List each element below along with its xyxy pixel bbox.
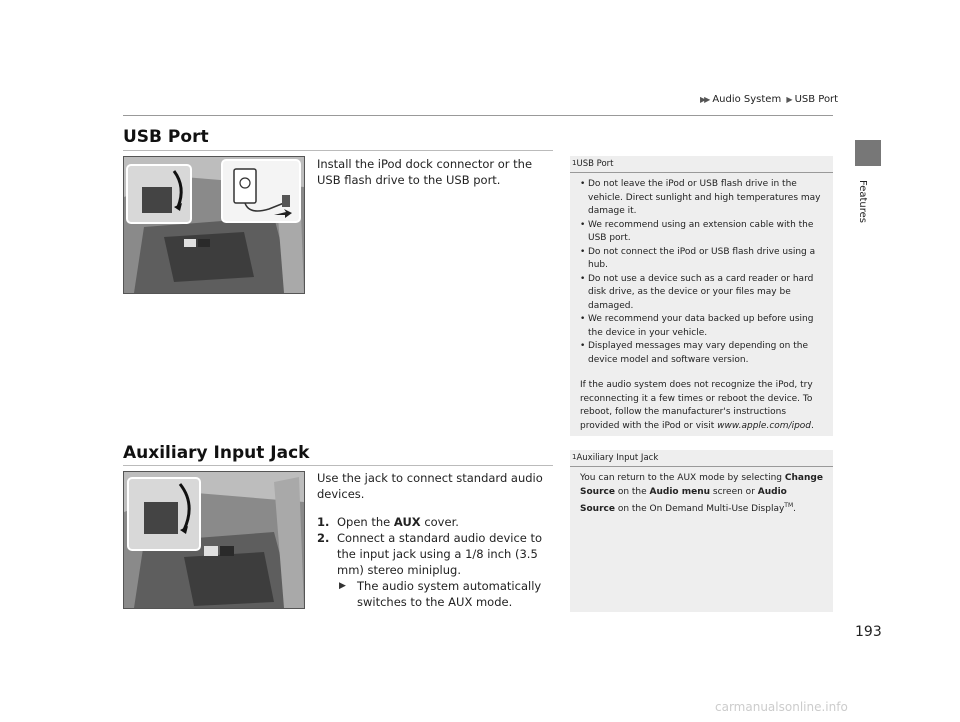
step-text-end: cover. [420, 515, 459, 529]
breadcrumb-item-usb-port[interactable]: USB Port [794, 94, 839, 105]
section-rule [123, 150, 553, 151]
usb-note-paragraph [580, 379, 823, 433]
section-title-usb-port: USB Port [123, 127, 209, 147]
note-bullet-text: Do not use a device such as a card reader or hard disk drive, as the device or your files may be damaged. [588, 273, 814, 311]
note-bullet-text: We recommend using an extension cable with the USB port. [588, 219, 814, 243]
note-bullet: • We recommend your data backed up before using the device in your vehicle. [580, 314, 814, 338]
note-bullet: • Do not use a device such as a card reader or hard disk drive, as the device or your files may be damaged. [580, 273, 814, 311]
note-box-title [570, 450, 833, 463]
note-title-text: USB Port [576, 159, 614, 169]
aux-jack-illustration [123, 471, 305, 609]
note-bullet: • We recommend using an extension cable with the USB port. [580, 219, 814, 243]
aux-note-paragraph: You can return to the AUX mode by selecting Change Source on the Audio menu screen or Audio Source on the On Demand Multi-Use Display™. [580, 473, 823, 514]
breadcrumb [700, 94, 838, 105]
result-arrow-icon: ▶ [339, 581, 346, 591]
aux-jack-note-box [570, 450, 833, 612]
note-number: 1 [572, 453, 577, 461]
step-text: Open the [337, 515, 394, 529]
note-bullet-text: We recommend your data backed up before using the device in your vehicle. [588, 314, 814, 338]
note-bullet-text: Do not connect the iPod or USB flash drive using a hub. [588, 246, 816, 270]
audio-menu-label: Audio menu [649, 486, 711, 497]
section-title-aux-jack: Auxiliary Input Jack [123, 443, 310, 463]
note-text-end: . [811, 420, 814, 431]
usb-port-illustration [123, 156, 305, 294]
note-bullet-text: Displayed messages may vary depending on the device model and software version. [588, 341, 809, 365]
note-bullet: • Do not connect the iPod or USB flash drive using a hub. [580, 246, 816, 270]
aux-instructions [317, 470, 557, 610]
step-number: 1. [317, 515, 330, 529]
aux-intro-text: Use the jack to connect standard audio devices. [317, 471, 543, 501]
page-number: 193 [855, 624, 882, 640]
audio-source-label: Audio Source [580, 486, 787, 514]
header-rule [123, 115, 833, 116]
step-result-text: The audio system automatically switches to the AUX mode. [357, 579, 542, 609]
usb-port-note-box [570, 156, 833, 436]
trademark: TM [784, 502, 794, 509]
note-bullet-text: Do not leave the iPod or USB flash drive in the vehicle. Direct sunlight and high temperatures may damage it. [588, 179, 821, 216]
note-text: If the audio system does not recognize the iPod, try reconnecting it a few times or reboot the device. To reboot, follow the manufacturer's instructions provided with the iPod or visit [580, 380, 813, 431]
watermark: carmanualsonline.info [715, 700, 848, 714]
usb-instruction-text: Install the iPod dock connector or the USB flash drive to the USB port. [317, 157, 533, 187]
section-rule [123, 465, 553, 466]
step-1 [317, 514, 557, 530]
change-source-label: Change Source [580, 473, 823, 497]
step-number: 2. [317, 531, 330, 545]
note-bullet: • Displayed messages may vary depending on the device model and software version. [580, 341, 809, 365]
aux-label: AUX [393, 515, 421, 529]
chapter-side-label: Features [857, 180, 868, 223]
arrow-icon: ▶ [786, 95, 791, 104]
step-text: Connect a standard audio device to the input jack using a 1/8 inch (3.5 mm) stereo miniplug. [337, 531, 543, 577]
note-number: 1 [572, 159, 577, 167]
breadcrumb-item-audio-system[interactable]: Audio System [712, 94, 782, 105]
note-title-text: Auxiliary Input Jack [576, 453, 659, 463]
step-2 [317, 530, 557, 578]
double-arrow-icon: ▶▶ [700, 95, 709, 104]
step-2-result [317, 578, 557, 610]
chapter-tab-marker [855, 140, 881, 166]
apple-link[interactable]: www.apple.com/ipod [717, 420, 812, 431]
note-bullet: • Do not leave the iPod or USB flash drive in the vehicle. Direct sunlight and high temperatures may damage it. [580, 179, 821, 216]
note-box-title [570, 156, 833, 169]
